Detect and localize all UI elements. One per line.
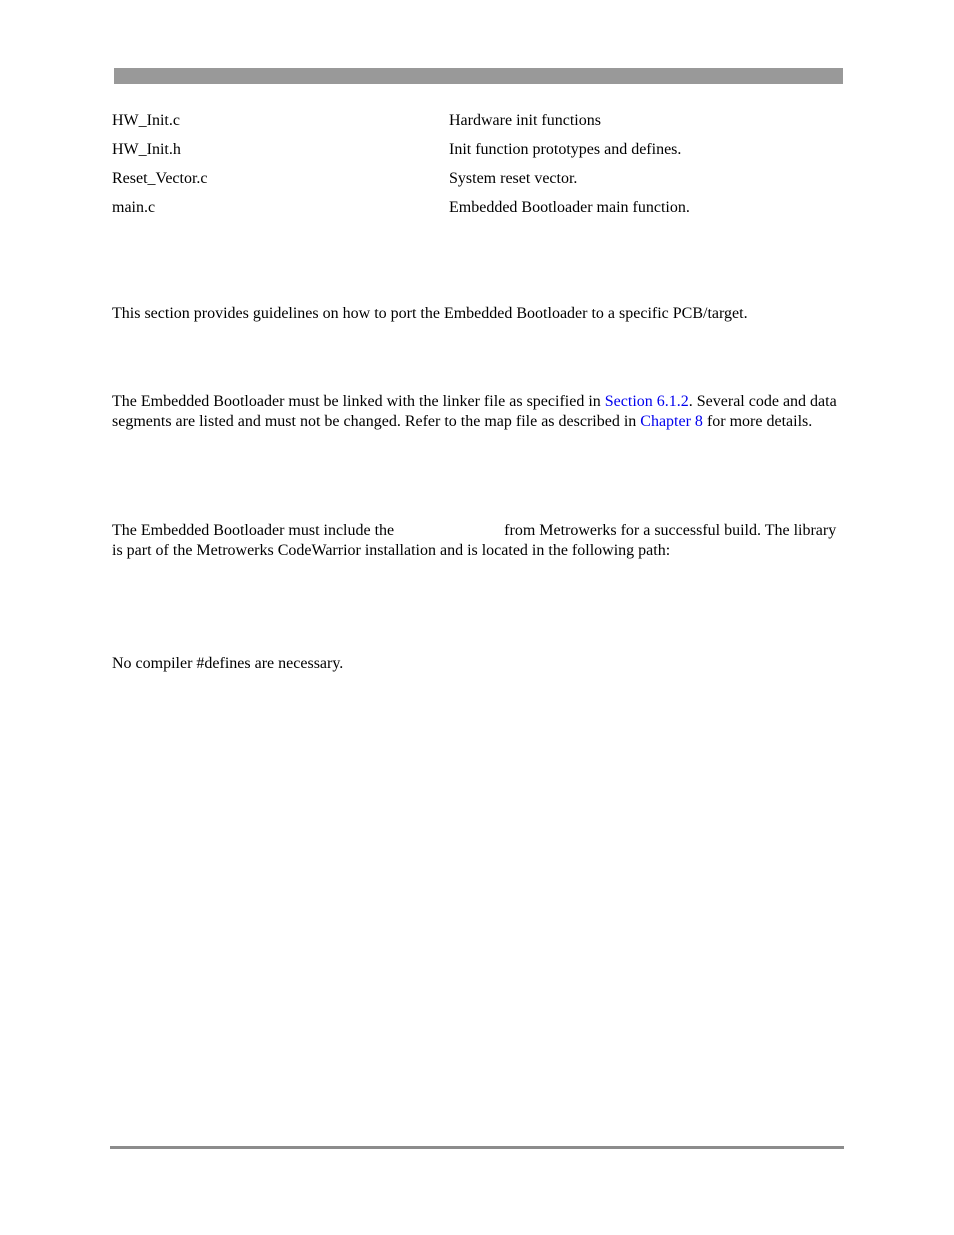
- file-row: [112, 140, 842, 169]
- library-text-2: from Metrowerks for a successful build. The library is part of the Metrowerks CodeWarrior installation and is located in the following path:: [112, 522, 837, 559]
- file-row: [112, 198, 842, 227]
- header-bar: [114, 68, 843, 84]
- defines-note-paragraph: No compiler #defines are necessary.: [112, 655, 344, 672]
- file-description: Hardware init functions: [449, 112, 601, 129]
- footer-rule: [110, 1146, 844, 1149]
- file-row: [112, 111, 842, 140]
- porting-intro-paragraph: This section provides guidelines on how to port the Embedded Bootloader to a specific PCB/target.: [112, 305, 748, 322]
- chapter-8-link[interactable]: Chapter 8: [640, 413, 703, 430]
- linker-text-1: The Embedded Bootloader must be linked with the linker file as specified in: [112, 393, 605, 410]
- library-text-1: The Embedded Bootloader must include the: [112, 522, 399, 539]
- file-description: Embedded Bootloader main function.: [449, 199, 690, 216]
- file-description: Init function prototypes and defines.: [449, 141, 682, 158]
- linker-text-3: for more details.: [702, 413, 813, 430]
- section-6-1-2-link[interactable]: Section 6.1.2: [604, 393, 689, 410]
- file-name: Reset_Vector.c: [112, 170, 208, 187]
- file-name: HW_Init.h: [112, 141, 181, 158]
- library-paragraph: [112, 521, 842, 561]
- file-name: HW_Init.c: [112, 112, 180, 129]
- file-description: System reset vector.: [449, 170, 578, 187]
- linker-text-2: . Several code and data segments are listed and must not be changed. Refer to the map file as described in: [112, 393, 837, 430]
- linker-paragraph: [112, 392, 842, 432]
- file-row: [112, 169, 842, 198]
- file-table: [112, 111, 842, 227]
- file-name: main.c: [112, 199, 156, 216]
